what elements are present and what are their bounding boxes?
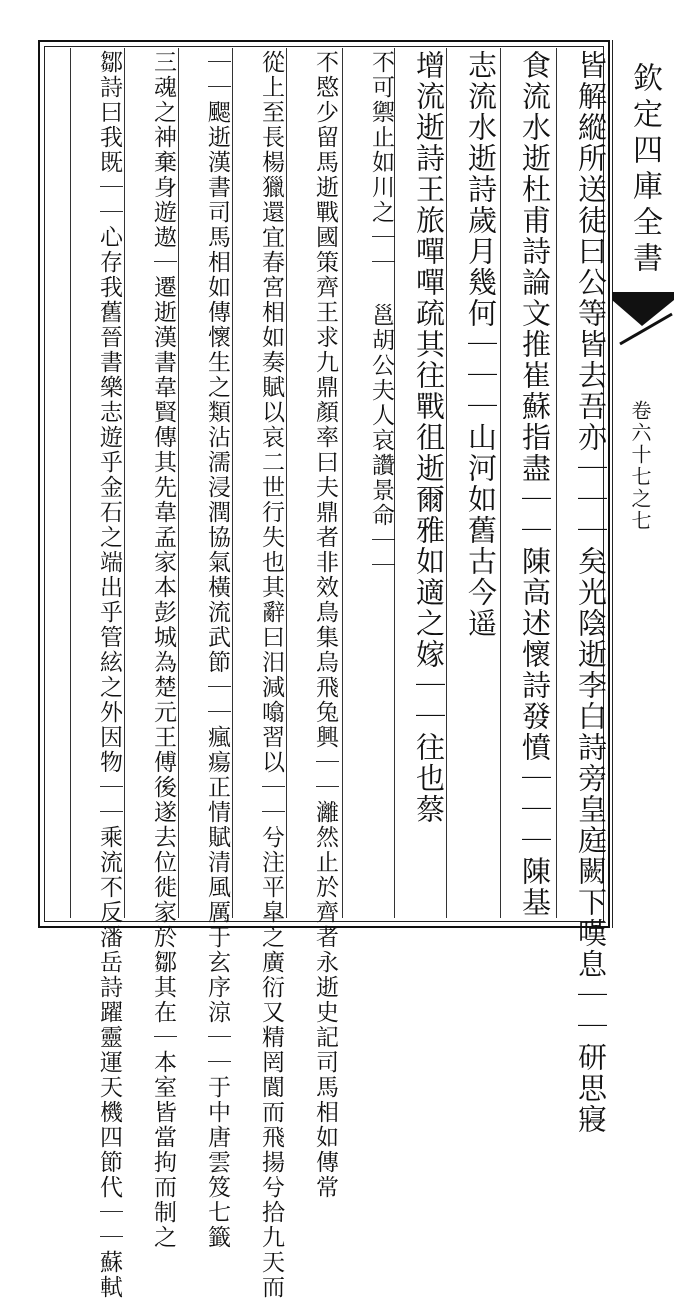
column-divider	[556, 48, 557, 918]
text-column-8: ｜｜颸逝漢書司馬相如傳懷生之類沾濡浸潤協氣橫流武節｜｜瘋瘍正情賦清風厲于玄序涼｜｜于中唐雲笈七籤	[204, 50, 230, 1250]
juan-number: 卷六十七之七	[628, 400, 652, 532]
text-column-4: 增流逝詩王旅嘽嘽疏其往戰徂逝爾雅如適之嫁｜｜往也蔡	[412, 50, 446, 825]
column-divider	[500, 48, 501, 918]
text-column-7: 從上至長楊獵還宜春宮相如奏賦以哀二世行失也其辭曰汨減噏習以｜｜兮注平皐之廣衍又精罔閬而飛揚兮拾九天而	[258, 50, 284, 1300]
text-column-9: 三魂之神棄身遊遨｜遷逝漢書韋賢傳其先韋孟家本彭城為楚元王傅後遂去位徙家於鄒其在｜本室皆當拘而制之	[150, 50, 176, 1250]
text-column-10: 鄒詩曰我既｜｜心存我舊晉書樂志遊乎金石之端出乎管絃之外因物｜｜乘流不反潘岳詩躍靈運天機四節代｜｜蘇軾	[96, 50, 122, 1300]
column-divider	[70, 48, 71, 918]
book-title: 欽定四庫全書	[627, 62, 662, 278]
fish-tail-mark-icon	[612, 292, 674, 352]
text-column-6: 不愍少留馬逝戰國策齊王求九鼎顏率曰夫鼎者非效鳥集烏飛兔興｜｜灕然止於齊者永逝史記司馬相如傳常	[312, 50, 338, 1200]
text-column-1: 皆解縱所送徒曰公等皆去吾亦｜｜｜矣光陰逝李白詩旁皇庭闕下嘆息｜｜研思寢	[574, 50, 608, 1135]
text-column-3: 志流水逝詩歲月幾何｜｜｜山河如舊古今遥	[464, 50, 498, 639]
text-column-5: 不可禦止如川之｜｜ 邕胡公夫人哀讚景命｜｜	[368, 50, 394, 578]
text-column-2: 食流水逝杜甫詩論文推崔蘇指盡｜｜陳高述懷詩發憤｜｜｜陳基	[518, 50, 552, 918]
